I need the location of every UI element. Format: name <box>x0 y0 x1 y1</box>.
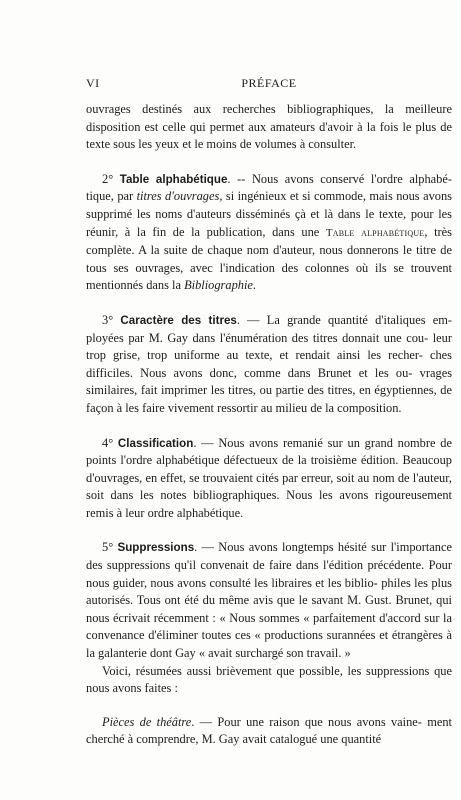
section-heading: Classification <box>117 436 194 450</box>
section-suppressions <box>86 539 452 662</box>
section-heading: Suppressions <box>117 541 195 555</box>
page-body <box>86 101 452 749</box>
text-line: au nom de l'auteur, soit dans les notes bibliographiques. Nous les <box>86 470 452 503</box>
paragraph-intro <box>86 101 452 154</box>
paragraph-voici <box>86 663 452 698</box>
text-line: « parfaitement d'accord sur la convenance d'éliminer toutes ces <box>86 610 452 643</box>
section-table-alphabetique <box>86 171 452 295</box>
text-line: M. Gust. Brunet, qui nous écrivait récemment : « Nous sommes <box>86 593 452 625</box>
section-heading: Table alphabétique <box>119 172 228 186</box>
text-line: avons rigoureusement remis à leur ordre alphabétique. <box>86 488 453 520</box>
small-caps-text: alphabétique <box>361 226 425 239</box>
section-heading: Caractère des titres <box>120 313 237 327</box>
section-caractere-des-titres <box>86 312 452 418</box>
text-line: leur trop grise, trop uniforme au texte, et rendait ainsi les recher- <box>86 330 452 363</box>
section-number: 5° <box>102 540 118 555</box>
text-line: nous donnerons le titre de tous ses ouvrages, avec l'indication des <box>86 243 452 275</box>
text-line: . — Nous avons longtemps hésité sur l'importance <box>194 540 452 555</box>
italic-text: Bibliographie <box>184 278 253 293</box>
text-line: Pour nous guider, nous avons consulté les libraires et les biblio- <box>86 558 452 590</box>
text-line: avons supprimé les noms d'auteurs disséminés çà et là dans le <box>86 189 453 221</box>
text-line: ployées par M. Gay dans l'énumération des titres donnait une cou- <box>86 330 429 345</box>
text-line: composition. <box>337 400 402 415</box>
section-pieces-de-theatre <box>86 714 452 749</box>
text-line: plus de texte sous les yeux et le moins de volumes à consulter. <box>86 119 452 152</box>
text-line: Beaucoup d'ouvrages, en effet, se trouvaient cités par erreur, soit <box>86 453 452 485</box>
section-number: 2° <box>102 171 120 186</box>
running-title: PRÉFACE <box>241 76 297 90</box>
text-line: vrages similaires, fait imprimer les titres, ou partie des titres, en <box>86 365 453 398</box>
text-line: tique, par <box>86 189 137 204</box>
text-line: « productions surannées et étrangères à la galanterie dont Gay <box>86 628 452 661</box>
text-line: de points l'ordre alphabétique défectueux de la troisième édition. <box>86 435 452 468</box>
text-line: . -- Nous avons conservé l'ordre alphabé- <box>227 171 452 186</box>
text-line: que nous avons faites : <box>86 663 452 696</box>
section-heading-italic: Pièces de théâtre <box>102 714 192 729</box>
text-line: ches difficiles. Nous avons donc, comme dans Brunet et les ou- <box>86 348 452 380</box>
italic-text: titres d'ouvrages <box>136 189 220 204</box>
text-line: colonnes où ils se trouvent mentionnés dans la <box>86 260 452 293</box>
text-line: ment cherché à comprendre, M. Gay avait catalogué une quantité <box>86 714 452 747</box>
text-line: , très complète. A la suite de chaque nom d'auteur, <box>86 224 452 258</box>
section-number: 3° <box>102 312 121 327</box>
section-classification <box>86 435 452 523</box>
section-number: 4° <box>102 435 118 450</box>
text-line: . — Nous avons remanié sur un grand nombre <box>193 435 436 450</box>
text-line: Voici, résumées aussi brièvement que possible, les suppressions <box>102 663 430 678</box>
text-line: . — La grande quantité d'italiques em- <box>236 312 452 327</box>
text-line: disposition est celle qui permet aux amateurs d'avoir à la fois le <box>86 119 412 134</box>
text-line: philes les plus autorisés. Tous ont été du même avis que le savant <box>86 575 452 608</box>
text-line: . — Pour une raison que nous avons vaine- <box>191 714 422 729</box>
text-line: « avait surchargé son travail. » <box>198 646 351 661</box>
text-line: , si ingénieux et si commode, mais nous <box>219 189 420 204</box>
text-line: texte, pour les réunir, à la fin de la publication, dans une <box>86 206 453 239</box>
small-caps-text: Table <box>325 226 355 239</box>
text-line: ouvrages destinés aux recherches bibliographiques, la meilleure <box>86 102 452 116</box>
text-line: égyptiennes, de façon à les faire vivement ressortir au milieu de la <box>86 383 452 415</box>
page-number: VI <box>86 76 100 90</box>
text-line: . <box>252 278 257 293</box>
text-line: des suppressions qu'il convenait de faire dans l'édition précédente. <box>86 558 425 573</box>
